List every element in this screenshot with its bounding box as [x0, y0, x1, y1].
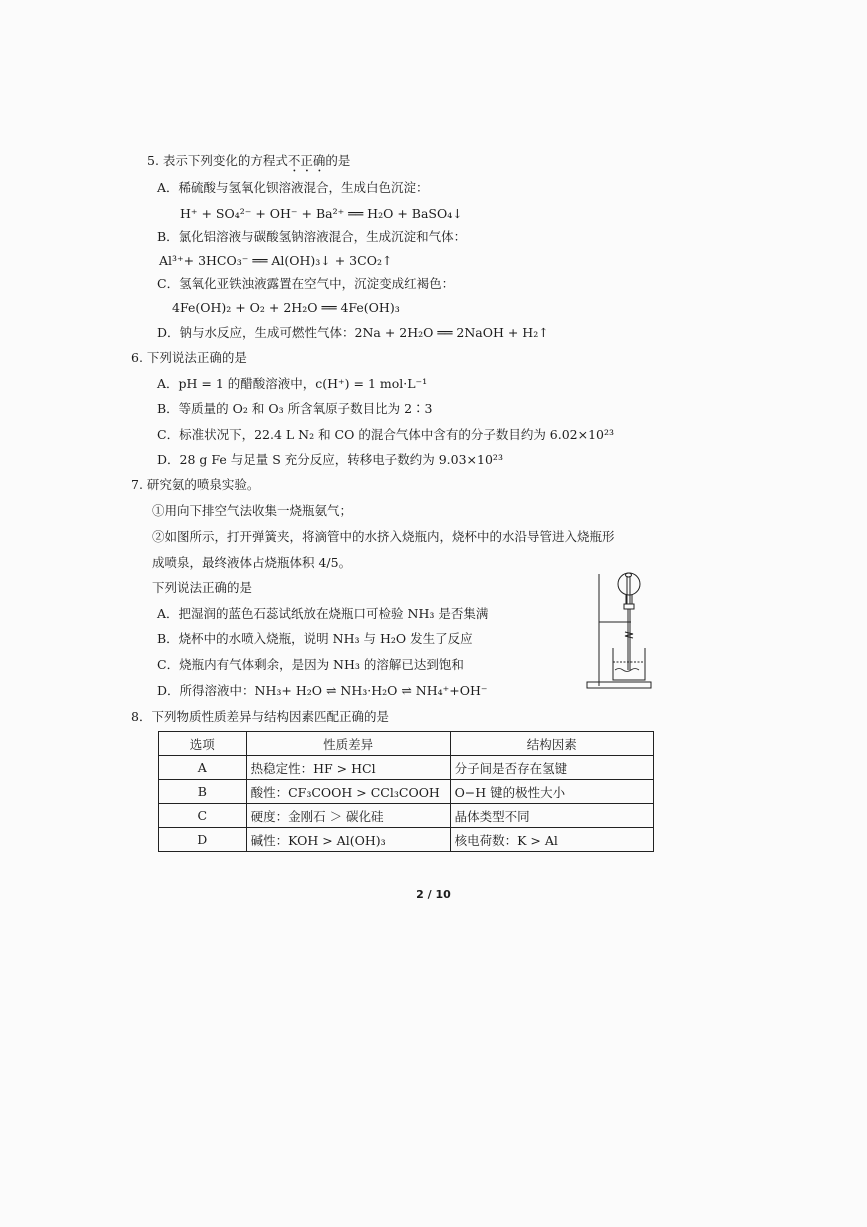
- q5-option-c: C．氢氧化亚铁浊液露置在空气中，沉淀变成红褐色：: [157, 276, 455, 291]
- table-header-row: [159, 732, 654, 756]
- page-number: 2 / 10: [416, 888, 451, 901]
- q5-option-d: D．钠与水反应，生成可燃性气体：2Na + 2H₂O ══ 2NaOH + H₂↑: [157, 325, 549, 340]
- q7-step-1: ①用向下排空气法收集一烧瓶氨气；: [152, 503, 353, 518]
- q8-table: [158, 731, 654, 852]
- q5-option-c-equation: 4Fe(OH)₂ + O₂ + 2H₂O ══ 4Fe(OH)₃: [172, 300, 400, 315]
- table-header-property: 性质差异: [246, 732, 450, 756]
- q6-option-d: D．28 g Fe 与足量 S 充分反应，转移电子数约为 9.03×10²³: [157, 452, 503, 467]
- flask: [618, 573, 640, 595]
- fountain-apparatus-figure: [583, 570, 655, 692]
- table-row: [159, 828, 654, 852]
- table-cell-option: B: [159, 780, 247, 804]
- table-cell-property: 硬度：金刚石 ＞ 碳化硅: [246, 804, 450, 828]
- q7-option-a: A．把湿润的蓝色石蕊试纸放在烧瓶口可检验 NH₃ 是否集满: [157, 606, 489, 621]
- q7-option-d: D．所得溶液中：NH₃+ H₂O ⇌ NH₃·H₂O ⇌ NH₄⁺+OH⁻: [157, 683, 488, 698]
- beaker: [613, 648, 645, 680]
- q6-stem: 6. 下列说法正确的是: [131, 350, 247, 365]
- q8-stem: 8．下列物质性质差异与结构因素匹配正确的是: [131, 709, 389, 724]
- q5-option-b-equation: Al³⁺+ 3HCO₃⁻ ══ Al(OH)₃↓ + 3CO₂↑: [159, 253, 393, 268]
- table-cell-structure: 晶体类型不同: [450, 804, 653, 828]
- table-cell-structure: 分子间是否存在氢键: [450, 756, 653, 780]
- q5-stem: 5. 表示下列变化的方程式不正确的是: [147, 153, 351, 168]
- q6-option-b: B．等质量的 O₂ 和 O₃ 所含氧原子数目比为 2∶3: [157, 401, 433, 416]
- q7-option-b: B．烧杯中的水喷入烧瓶，说明 NH₃ 与 H₂O 发生了反应: [157, 631, 473, 646]
- q7-option-c: C．烧瓶内有气体剩余，是因为 NH₃ 的溶解已达到饱和: [157, 657, 464, 672]
- q5-stem-emphasis: 不正确: [287, 153, 326, 168]
- table-row: [159, 780, 654, 804]
- table-cell-option: C: [159, 804, 247, 828]
- stand-base: [587, 682, 651, 688]
- q7-ask: 下列说法正确的是: [152, 580, 253, 595]
- table-row: [159, 804, 654, 828]
- q5-option-b: B．氯化铝溶液与碳酸氢钠溶液混合，生成沉淀和气体：: [157, 229, 467, 244]
- table-cell-structure: O−H 键的极性大小: [450, 780, 653, 804]
- table-cell-option: D: [159, 828, 247, 852]
- table-cell-structure: 核电荷数：K > Al: [450, 828, 653, 852]
- table-header-structure: 结构因素: [450, 732, 653, 756]
- q6-option-a: A．pH = 1 的醋酸溶液中，c(H⁺) = 1 mol·L⁻¹: [157, 376, 428, 391]
- table-cell-property: 碱性：KOH > Al(OH)₃: [246, 828, 450, 852]
- q7-step-2: ②如图所示，打开弹簧夹，将滴管中的水挤入烧瓶内，烧杯中的水沿导管进入烧瓶形: [152, 529, 615, 544]
- table-cell-property: 热稳定性：HF > HCl: [246, 756, 450, 780]
- q6-option-c: C．标准状况下，22.4 L N₂ 和 CO 的混合气体中含有的分子数目约为 6.02×10²³: [157, 427, 615, 442]
- table-cell-option: A: [159, 756, 247, 780]
- q5-option-a: A．稀硫酸与氢氧化钡溶液混合，生成白色沉淀：: [157, 180, 429, 195]
- q7-step-2-continued: 成喷泉，最终液体占烧瓶体积 4/5。: [152, 555, 352, 570]
- q5-option-a-equation: H⁺ + SO₄²⁻ + OH⁻ + Ba²⁺ ══ H₂O + BaSO₄↓: [180, 206, 463, 221]
- table-row: [159, 756, 654, 780]
- table-cell-property: 酸性：CF₃COOH > CCl₃COOH: [246, 780, 450, 804]
- q7-stem: 7. 研究氨的喷泉实验。: [131, 477, 260, 492]
- table-header-option: 选项: [159, 732, 247, 756]
